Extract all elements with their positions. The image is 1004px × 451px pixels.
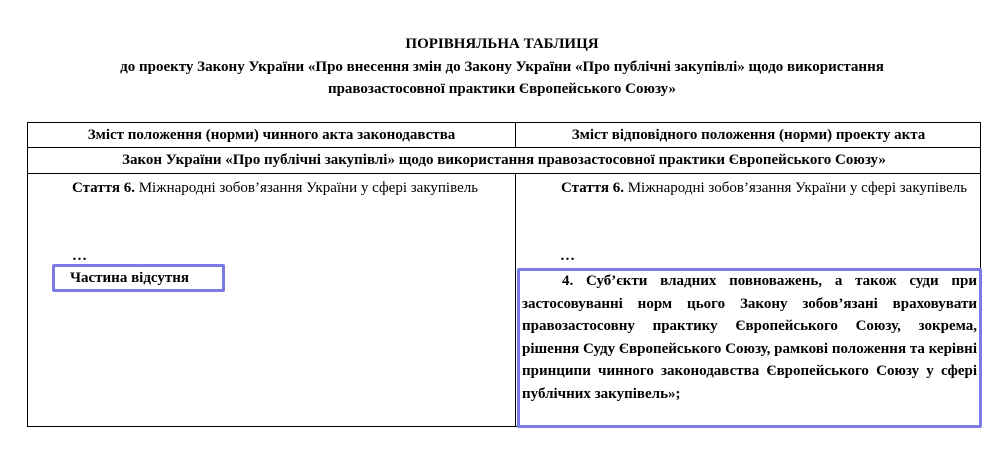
document-subtitle-line2: правозастосовної практики Європейського Союзу» bbox=[327, 81, 677, 97]
left-article-label: Стаття 6. bbox=[72, 180, 135, 196]
right-article-label: Стаття 6. bbox=[561, 180, 624, 196]
header-left: Зміст положення (норми) чинного акта законодавства bbox=[87, 127, 456, 143]
right-article-text: Міжнародні зобов’язання України у сфері закупівель bbox=[623, 180, 968, 196]
left-article bbox=[32, 177, 511, 199]
right-article bbox=[521, 177, 976, 199]
right-ellipsis: … bbox=[560, 248, 575, 264]
header-right: Зміст відповідного положення (норми) проекту акта bbox=[571, 127, 926, 143]
left-ellipsis: … bbox=[72, 248, 87, 264]
left-missing-part: Частина відсутня bbox=[70, 270, 190, 286]
table-row-divider bbox=[28, 173, 980, 174]
law-title: Закон України «Про публічні закупівлі» щодо використання правозастосовної практики Європейського Союзу» bbox=[122, 152, 886, 168]
document-subtitle-line1: до проекту Закону України «Про внесення змін до Закону України «Про публічні закупівлі» щодо використання bbox=[120, 59, 884, 75]
table-column-divider bbox=[515, 123, 516, 147]
document-title: ПОРІВНЯЛЬНА ТАБЛИЦЯ bbox=[405, 36, 599, 52]
right-new-part: 4. Суб’єкти владних повноважень, а також суди при застосовуванні норм цього Закону зобов’язані враховувати правозастосовну практику Європейського Союзу, зокрема, рішення Суду Європейського Союзу, рамкові положення та керівні принципи чинного законодавства Європейського Союзу у сфері публічних закупівель»; bbox=[522, 273, 977, 402]
left-article-text: Міжнародні зобов’язання України у сфері закупівель bbox=[134, 180, 479, 196]
comparison-table bbox=[27, 122, 981, 427]
table-column-divider bbox=[515, 173, 516, 426]
table-row-divider bbox=[28, 147, 980, 148]
